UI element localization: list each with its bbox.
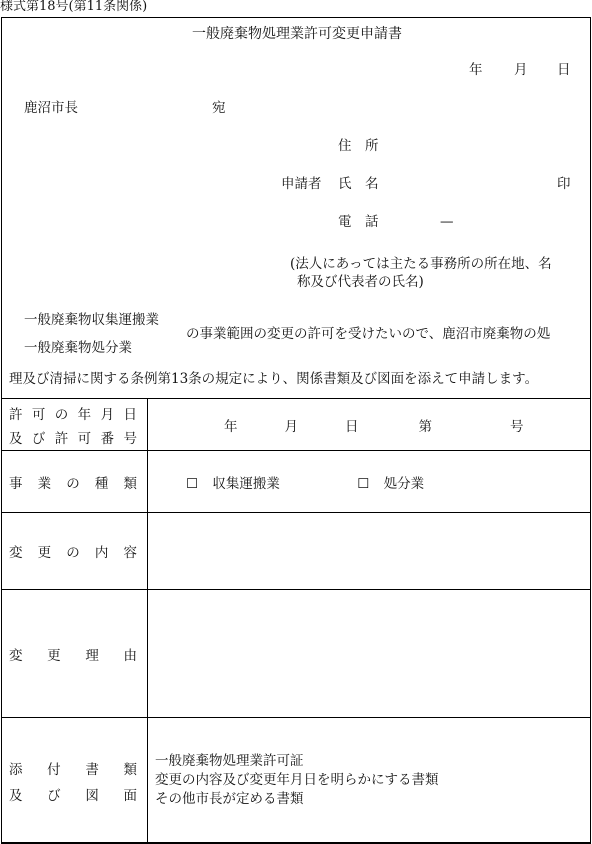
attachment-item: 変更の内容及び変更年月日を明らかにする書類 [155,772,439,788]
permit-label-char: 日 [123,406,137,423]
change-reason-row [2,590,591,718]
application-form [1,17,591,843]
permit-value-field[interactable] [148,399,591,451]
business-kind-label [2,451,148,513]
permit-label-char: 月 [100,406,115,423]
change-content-label-char: の [66,545,80,561]
attachments-label-char: 及 [9,787,23,804]
change-reason-field[interactable] [148,590,591,718]
change-reason-label-char: 理 [85,647,99,664]
change-content-label-char: 変 [9,545,23,561]
permit-row [2,399,591,451]
attachments-label-char: 図 [85,787,99,804]
permit-day-label: 日 [345,418,359,435]
change-reason-label-char: 更 [47,647,61,664]
business-kind-label-char: 業 [37,475,52,492]
attachments-label [2,718,148,844]
address-label: 住 所 [338,138,379,154]
form-title: 一般廃棄物処理業許可変更申請書 [192,26,402,42]
change-content-label-char: 容 [123,545,137,561]
permit-number-suffix: 号 [510,418,524,435]
business-type-disposal: 一般廃棄物処分業 [24,340,132,356]
permit-year-label: 年 [224,418,238,435]
recipient-suffix: 宛 [212,100,226,116]
business-kind-label-char: 類 [123,475,137,492]
disposal-checkbox[interactable]: ☐ [357,475,370,492]
change-content-label-char: 更 [37,545,52,561]
attachments-label-char: び [47,787,61,804]
business-kind-options [148,451,591,513]
permit-label-char: 可 [31,406,46,423]
business-kind-row [2,451,591,513]
permit-label-char: の [54,406,69,423]
date-month-label: 月 [514,62,528,78]
change-reason-label-char: 由 [123,647,137,664]
date-year-label: 年 [469,62,483,78]
attachments-list [148,718,591,844]
permit-label-char: 及 [9,430,23,447]
permit-label-char: 許 [54,430,69,447]
business-kind-label-char: 種 [94,475,109,492]
change-reason-label-char: 変 [9,647,23,664]
business-kind-label-char: 事 [9,475,23,492]
declaration-line2: 理及び清掃に関する条例第13条の規定により、関係書類及び図面を添えて申請します。 [9,371,539,387]
attachments-label-char: 付 [47,761,61,778]
collection-option-label: 収集運搬業 [212,475,280,492]
attachments-label-char: 添 [9,761,23,778]
permit-no-label: 第 [418,418,432,435]
attachment-item: 一般廃棄物処理業許可証 [155,753,304,769]
change-content-field[interactable] [148,513,591,590]
permit-label [2,399,148,451]
permit-label-char: 号 [123,430,137,447]
attachments-row [2,718,591,844]
permit-month-label: 月 [284,418,298,435]
attachments-label-char: 類 [123,761,137,778]
permit-label-char: 番 [100,430,115,447]
business-type-collection: 一般廃棄物収集運搬業 [24,312,159,328]
name-label: 氏 名 [338,176,379,192]
corporate-note-line1: (法人にあっては主たる事務所の所在地、名 [290,256,552,272]
attachments-label-char: 書 [85,761,99,778]
form-number: 様式第18号(第11条関係) [0,0,148,14]
change-content-label-char: 内 [94,545,109,561]
attachments-label-char: 面 [123,787,137,804]
permit-label-char: び [31,430,46,447]
corporate-note-line2: 称及び代表者の氏名) [297,274,424,290]
seal-mark: 印 [557,176,571,192]
phone-dash: — [440,214,454,230]
declaration-line1: の事業範囲の変更の許可を受けたいので、鹿沼市廃棄物の処 [186,326,551,342]
change-reason-label [2,590,148,718]
applicant-label: 申請者 [281,176,322,192]
collection-checkbox[interactable]: ☐ [186,475,199,492]
change-content-label [2,513,148,590]
permit-label-char: 可 [77,430,92,447]
phone-label: 電 話 [338,214,379,230]
recipient-name: 鹿沼市長 [24,100,78,116]
business-kind-label-char: の [66,475,80,492]
disposal-option-label: 処分業 [383,475,425,492]
permit-label-char: 許 [9,406,23,423]
date-day-label: 日 [557,62,571,78]
details-table [1,398,591,844]
permit-label-char: 年 [77,406,92,423]
change-content-row [2,513,591,590]
attachment-item: その他市長が定める書類 [155,791,304,807]
